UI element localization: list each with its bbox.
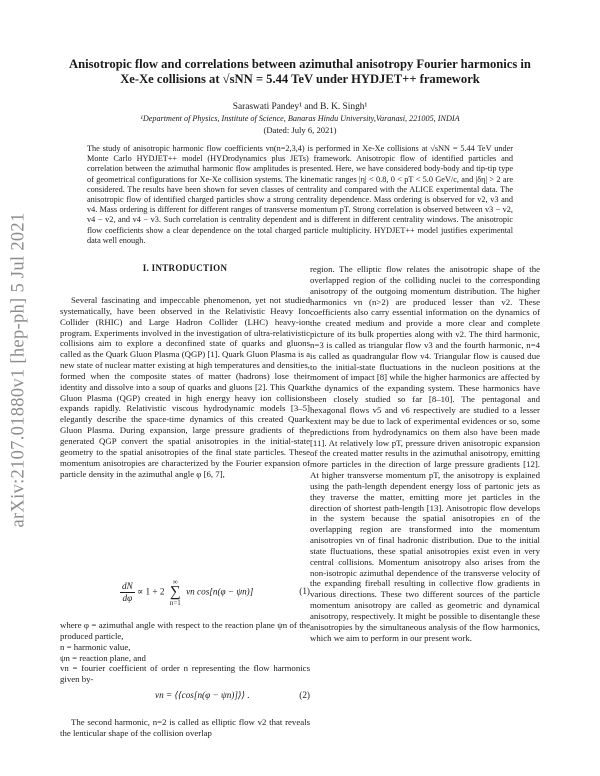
- eq1-rhs: vn cos[n(φ − ψn)]: [186, 586, 254, 597]
- intro-paragraph-3: [60, 717, 310, 739]
- intro-paragraph-1: [60, 295, 310, 479]
- arxiv-watermark: [4, 150, 34, 590]
- equation-2: [60, 690, 310, 702]
- authors: Saraswati Pandey¹ and B. K. Singh¹: [232, 102, 368, 112]
- paragraph-text: Several fascinating and impeccable phenomenon, yet not studied systematically, have been observed in the Relativistic Heavy Ion Collider (RHIC) and Large Hadron Collider (LHC) heavy-ion program. Experiments involved in the investigation of ultra-relativistic collisions aim to explore a deconfined state of quarks and gluons called as the Quark Gluon Plasma (QGP) [1]. Quark Gluon Plasma is a new state of nuclear matter existing at high temperatures and densities, formed when the composite states of matter (hadrons) lose their identity and dissolve into a soup of quarks and gluons [2]. This Quark Gluon Plasma (QGP) created in high energy heavy ion collisions expands rapidly. Relativistic viscous hydrodynamic models [3–5] elegantly describe the space-time dynamics of this created Quark Gluon Plasma. During expansion, large pressure gradients of the generated QGP convert the spatial anisotropies in the initial-state geometry to the spatial anisotropies of the final state particles. These momentum anisotropies are characterized by the Fourier expansion of particle density in the azimuthal angle φ [6, 7],: [60, 295, 310, 479]
- affiliation: ¹Department of Physics, Institute of Science, Banaras Hindu University,Varanasi, 221005, INDIA: [140, 114, 460, 123]
- section-heading: I. INTRODUCTION: [142, 263, 228, 273]
- paper-title: [60, 57, 540, 86]
- right-column-text: region. The elliptic flow relates the anisotropic shape of the overlapped region of the colliding nuclei to the corresponding anisotropy of the outgoing momentum distribution. The higher harmonics vn (n>2) are produced lesser than v2. These coefficients also carry essential information on the dynamics of the created medium and provide a more clear and complete picture of its bulk properties along with v2. The third harmonic, n=3 is called as triangular flow v3 and the fourth harmonic, n=4 is called as quadrangular flow v4. Triangular flow is caused due to the initial-state fluctuations in the nucleon positions at the moment of impact [8] while the higher harmonics are affected by the dynamics of the expanding system. These harmonics have been closely studied so far [8–10]. The pentagonal and hexagonal flows v5 and v6 respectively are studied to a lesser extent may be due to lack of experimental evidences or so, some predictions from hydrodynamics on them also have been made [11]. At relatively low pT, pressure driven anisotropic expansion of the created matter results in the azimuthal anisotropy, emitting more particles in the direction of large pressure gradients [12]. At higher transverse momentum pT, the anisotropy is explained using the path-length dependent energy loss of partonic jets as they traverse the matter, emitting more jet particles in the direction of shortest path-length [13]. Anisotropic flow develops in the system because the spatial anisotropies εn of the overlapping region are transformed into the momentum anisotropies vn of final hadronic distribution. Due to the initial state fluctuations, these spatial anisotropies exist even in very central collisions. Momentum anisotropy also arises from the non-isotropic azimuthal dependence of the transverse velocity of the expanding fireball resulting in collective flow gradients in various directions. These two different sources of the particle momentum anisotropy are called as geometric and dynamical anisotropy, respectively. It might be possible to disentangle these anisotropies by the simultaneous analysis of the flow harmonics, which we aim to perform in our present work.: [310, 264, 540, 643]
- eq1-sum-top: ∞: [172, 578, 178, 586]
- eq1-numerator: dN: [122, 581, 133, 591]
- arxiv-id: arXiv:2107.01880v1 [hep-ph] 5 Jul 2021: [8, 212, 29, 528]
- title-line-2: Xe-Xe collisions at √sNN = 5.44 TeV under HYDJET++ framework: [120, 71, 480, 86]
- equation-1: [60, 578, 310, 612]
- paragraph-text: The second harmonic, n=2 is called as elliptic flow v2 that reveals the lenticular shape of the collision overlap: [60, 717, 310, 738]
- eq1-fraction: [120, 581, 135, 604]
- abstract: [87, 144, 513, 246]
- eq1-summation: [170, 578, 181, 607]
- paragraph-text: where φ = azimuthal angle with respect to the reaction plane ψn of the produced particle, n = harmonic value, ψn = reaction plane, and vn = fourier coefficient of order n representing the flow harmonics given by-: [60, 620, 310, 685]
- eq1-denominator: dφ: [122, 593, 133, 603]
- title-line-1: Anisotropic flow and correlations between azimuthal anisotropy Fourier harmonics in: [69, 57, 531, 71]
- abstract-text: The study of anisotropic harmonic flow coefficients vn(n=2,3,4) is performed in Xe-Xe collisions at √sNN = 5.44 TeV under Monte Carlo HYDJET++ model (HYDrodynamics plus JETs) framework. Anisotropic flow of identified particles and correlation between the azimuthal harmonic flow amplitudes is presented. Here, we have considered body-body and tip-tip type of geometrical configurations for Xe-Xe collision systems. The kinematic ranges |η| < 0.8, 0 < pT < 5.0 GeV/c, and |δη| > 2 are considered. The results have been shown for seven classes of centrality and compared with the ALICE experimental data. The anisotropic flow of identified charged particles show a strong centrality dependence. Mass ordering is observed for v2, v3 and v4. Mass ordering is different for different ranges of transverse momentum pT. Strong correlation is observed between v3 − v2, v4 − v2, and v4 − v3. Such correlation is centrality dependent and is different in different centrality windows. The anisotropic flow coefficients show a clear dependence on the total charged particle multiplicity. HYDJET++ model justifies experimental data well enough.: [87, 144, 513, 245]
- right-column: [310, 264, 540, 644]
- intro-paragraph-2: [60, 620, 310, 685]
- eq2-body: vn = ⟨⟨cos[n(φ − ψn)]⟩⟩ .: [155, 690, 250, 700]
- eq1-sum-bottom: n=1: [169, 599, 181, 607]
- eq1-middle: ∝ 1 + 2: [137, 586, 165, 597]
- eq2-number: (2): [299, 690, 310, 700]
- eq1-number: (1): [299, 586, 310, 596]
- sigma-icon: ∑: [169, 584, 181, 600]
- date-line: (Dated: July 6, 2021): [263, 125, 337, 135]
